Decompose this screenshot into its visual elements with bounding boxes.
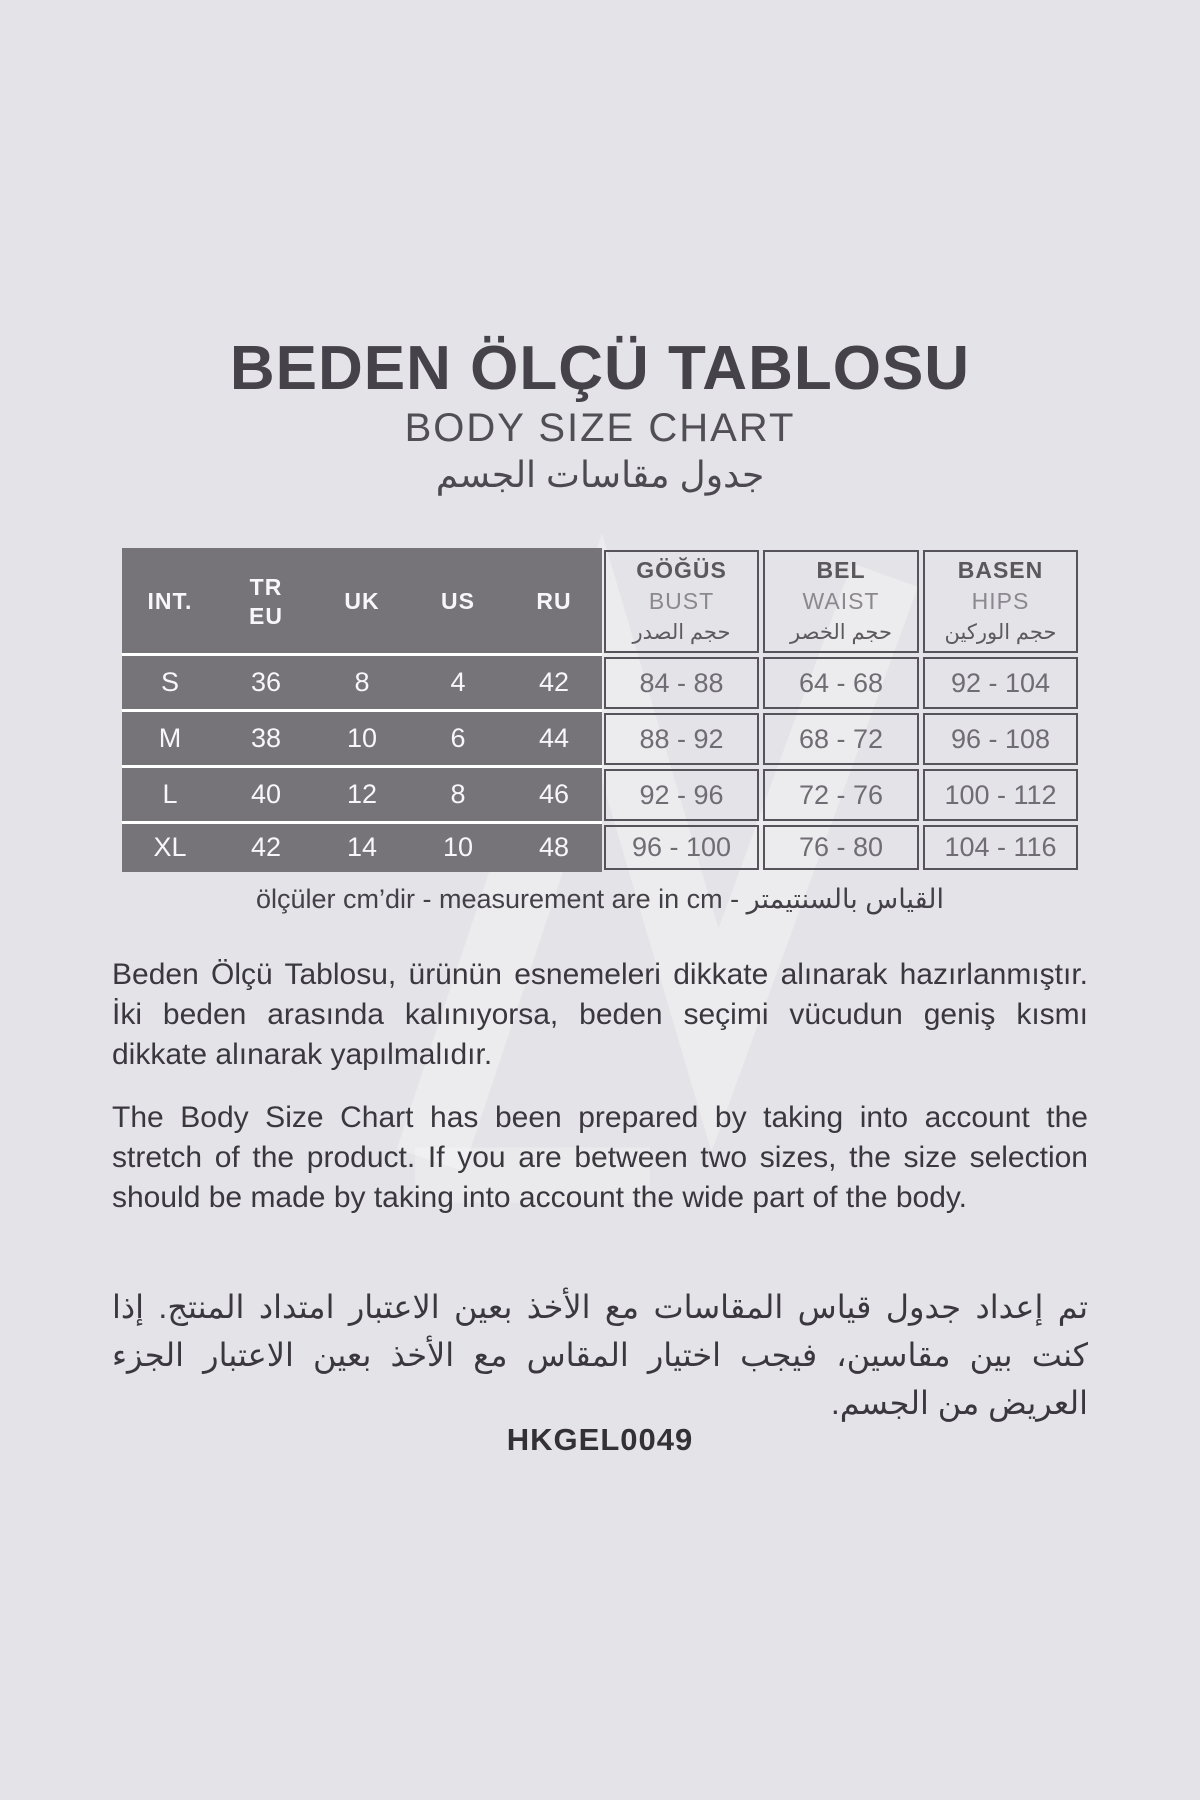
cell-treu-m: 38 [250, 723, 282, 754]
cell-waist-l: 72 - 76 [763, 769, 919, 821]
col-header-hips [923, 550, 1078, 653]
cell-ru-s: 42 [538, 667, 570, 698]
page-title-turkish: BEDEN ÖLÇÜ TABLOSU [229, 334, 971, 403]
description-english: The Body Size Chart has been prepared by taking into account the stretch of the product. If you are between two sizes, the size selection should be made by taking into account the wide part of the body. [112, 1101, 1088, 1214]
cell-hips-m: 96 - 108 [923, 713, 1078, 765]
page-title-english: BODY SIZE CHART [404, 406, 796, 450]
col-header-ru [506, 548, 602, 655]
cell-us-xl: 10 [442, 831, 474, 862]
cell-waist-s: 64 - 68 [763, 657, 919, 709]
cell-int-l: L [162, 779, 178, 810]
cell-us-m: 6 [450, 723, 466, 754]
cell-uk-s: 8 [354, 667, 370, 698]
description-turkish: Beden Ölçü Tablosu, ürünün esnemeleri dikkate alınarak hazırlanmıştır. İki beden arasında kalınıyorsa, beden seçimi vücudun geniş kısmı dikkate alınarak yapılmalıdır. [112, 958, 1088, 1071]
cell-waist-xl: 76 - 80 [763, 825, 919, 870]
units-note: ölçüler cm’dir - measurement are in cm - القياس بالسنتيمتر [255, 884, 944, 914]
cell-treu-xl: 42 [250, 831, 282, 862]
cell-uk-xl: 14 [346, 831, 378, 862]
col-header-bust [604, 550, 759, 653]
col-header-label-tr: BEL [816, 556, 866, 583]
col-header-label-ar: حجم الصدر [632, 620, 731, 644]
cell-waist-m: 68 - 72 [763, 713, 919, 765]
cell-ru-xl: 48 [538, 831, 570, 862]
cell-ru-l: 46 [538, 779, 570, 810]
cell-treu-s: 36 [250, 667, 282, 698]
cell-bust-m: 88 - 92 [604, 713, 759, 765]
cell-bust-s: 84 - 88 [604, 657, 759, 709]
cell-hips-s: 92 - 104 [923, 657, 1078, 709]
col-header-label: INT. [147, 588, 193, 615]
col-header-label-ar: حجم الوركين [944, 620, 1057, 644]
col-header-label-en: BUST [648, 587, 715, 614]
cell-int-s: S [160, 667, 179, 698]
col-header-label: US [441, 588, 475, 615]
col-header-tr-eu [218, 548, 314, 655]
cell-uk-m: 10 [346, 723, 378, 754]
col-header-label: EU [249, 602, 283, 629]
col-header-us [410, 548, 506, 655]
col-header-label: TR [249, 573, 283, 600]
cell-ru-m: 44 [538, 723, 570, 754]
cell-hips-xl: 104 - 116 [923, 825, 1078, 870]
cell-treu-l: 40 [250, 779, 282, 810]
cell-bust-l: 92 - 96 [604, 769, 759, 821]
col-header-uk [314, 548, 410, 655]
cell-us-l: 8 [450, 779, 466, 810]
col-header-label: RU [536, 588, 572, 615]
product-code: HKGEL0049 [506, 1422, 694, 1457]
cell-bust-xl: 96 - 100 [604, 825, 759, 870]
cell-int-m: M [158, 723, 182, 754]
col-header-label-tr: BASEN [957, 556, 1044, 583]
description-arabic: تم إعداد جدول قياس المقاسات مع الأخذ بعين الاعتبار امتداد المنتج. إذا كنت بين مقاسين، فيجب اختيار المقاس مع الأخذ بعين الاعتبار الجزء العريض من الجسم. [112, 1289, 1089, 1421]
cell-hips-l: 100 - 112 [923, 769, 1078, 821]
col-header-waist [763, 550, 919, 653]
cell-int-xl: XL [153, 831, 187, 862]
cell-uk-l: 12 [346, 779, 378, 810]
size-table-grid [122, 548, 1080, 872]
col-header-label-en: WAIST [802, 587, 880, 614]
page-title-arabic: جدول مقاسات الجسم [435, 454, 765, 495]
col-header-label-ar: حجم الخصر [790, 620, 892, 644]
col-header-int [122, 548, 218, 655]
col-header-label: UK [344, 588, 380, 615]
cell-us-s: 4 [450, 667, 466, 698]
size-table [122, 548, 1080, 872]
col-header-label-en: HIPS [971, 587, 1030, 614]
col-header-label-tr: GÖĞÜS [636, 556, 727, 583]
